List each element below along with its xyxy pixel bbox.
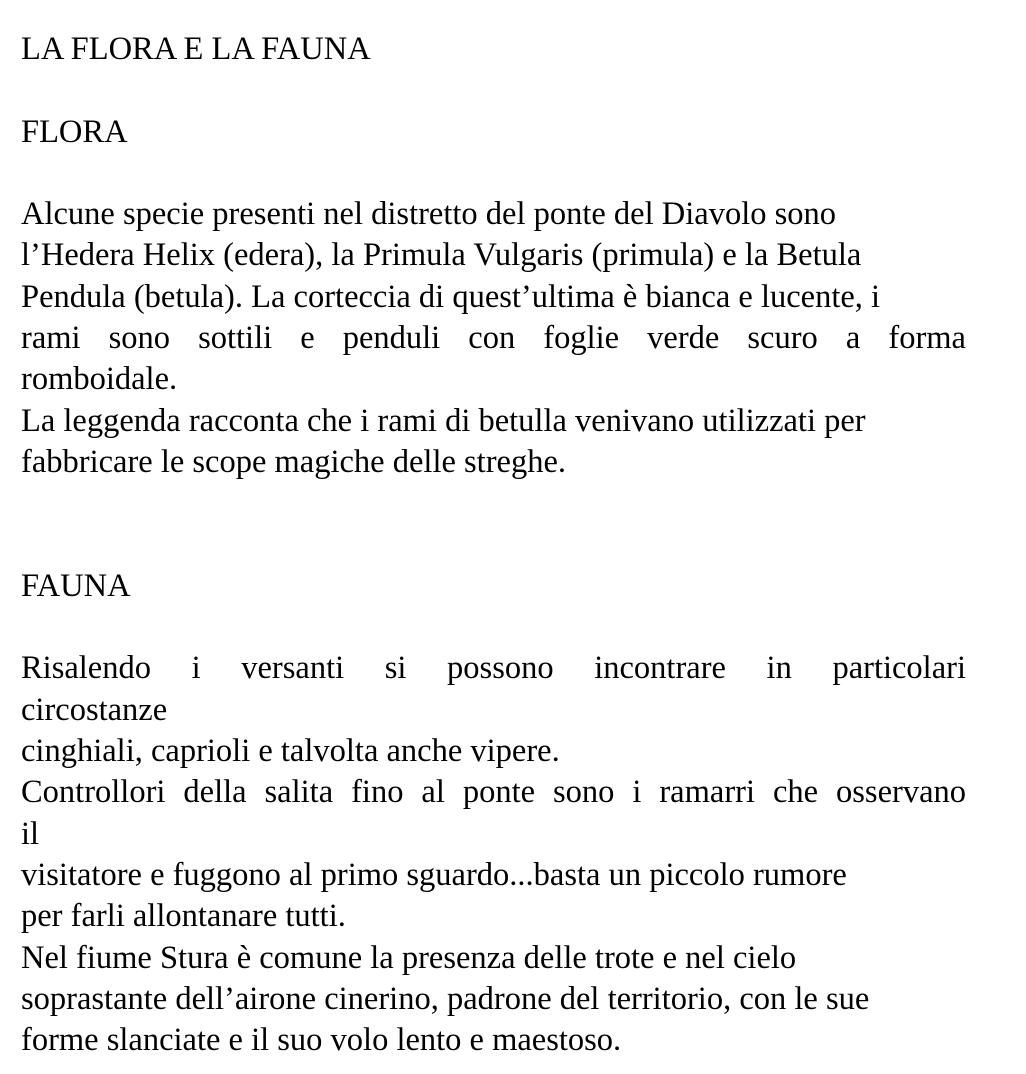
flora-line: romboidale.	[21, 361, 178, 397]
flora-line: Alcune specie presenti nel distretto del ponte del Diavolo sono	[21, 196, 836, 232]
flora-line: fabbricare le scope magiche delle streghe.	[21, 444, 566, 480]
flora-line: rami sono sottili e penduli con foglie verde scuro a forma	[21, 320, 966, 356]
flora-line: La leggenda racconta che i rami di betulla venivano utilizzati per	[21, 403, 866, 439]
fauna-line: il	[21, 816, 40, 852]
fauna-line: cinghiali, caprioli e talvolta anche vipere.	[21, 733, 560, 769]
flora-line: l’Hedera Helix (edera), la Primula Vulgaris (primula) e la Betula	[21, 237, 862, 273]
page-title: LA FLORA E LA FAUNA	[21, 31, 371, 67]
flora-heading: FLORA	[21, 114, 128, 150]
fauna-line: visitatore e fuggono al primo sguardo...basta un piccolo rumore	[21, 857, 847, 893]
fauna-line: Controllori della salita fino al ponte sono i ramarri che osservano	[21, 774, 966, 810]
fauna-line: forme slanciate e il suo volo lento e maestoso.	[21, 1022, 622, 1058]
fauna-line: Risalendo i versanti si possono incontrare in particolari	[21, 650, 966, 686]
fauna-heading: FAUNA	[21, 568, 131, 604]
fauna-line: per farli allontanare tutti.	[21, 898, 346, 934]
flora-line: Pendula (betula). La corteccia di quest’ultima è bianca e lucente, i	[21, 279, 881, 315]
fauna-line: soprastante dell’airone cinerino, padrone del territorio, con le sue	[21, 981, 870, 1017]
fauna-line: Nel fiume Stura è comune la presenza delle trote e nel cielo	[21, 940, 797, 976]
fauna-line: circostanze	[21, 692, 168, 728]
